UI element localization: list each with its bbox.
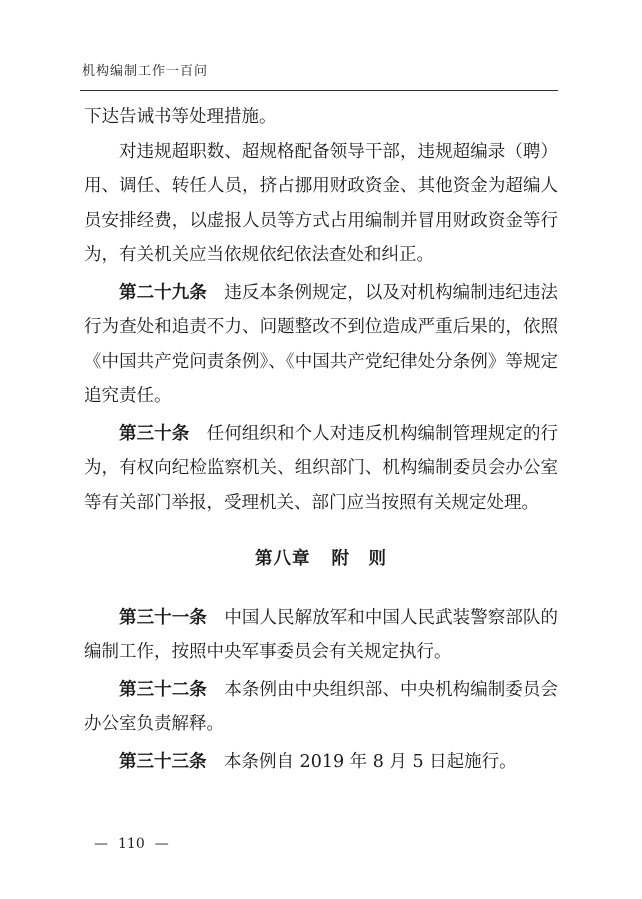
article-30: [84, 417, 558, 521]
header-rule: [80, 90, 558, 91]
page-number-dash-right: —: [154, 836, 169, 852]
article-30-label: 第三十条: [119, 423, 190, 444]
article-30-text: 任何组织和个人对违反机构编制管理规定的行为，有权向纪检监察机关、组织部门、机构编制委员会办公室等有关部门举报，受理机关、部门应当按照有关规定处理。: [84, 423, 559, 513]
page-number-dash-left: —: [94, 836, 108, 852]
article-29: [84, 276, 558, 414]
article-32: [84, 673, 558, 742]
article-33-label: 第三十三条: [119, 751, 207, 772]
chapter-heading: [84, 542, 558, 577]
running-title: 机构编制工作一百问: [82, 64, 209, 79]
article-29-text: 违反本条例规定，以及对机构编制违纪违法行为查处和追责不力、问题整改不到位造成严重后果的，依照《中国共产党问责条例》、《中国共产党纪律处分条例》等规定追究责任。: [84, 282, 559, 406]
page-number: [94, 836, 169, 852]
paragraph-continuation: 下达告诫书等处理措施。: [84, 107, 277, 127]
chapter-title: 附 则: [331, 549, 387, 569]
article-32-text: 本条例由中央组织部、中央机构编制委员会办公室负责解释。: [84, 679, 559, 734]
page-body: [84, 100, 558, 779]
paragraph-violations: 对违规超职数、超规格配备领导干部，违规超编录（聘）用、调任、转任人员，挤占挪用财政资金、其他资金为超编人员安排经费，以虚报人员等方式占用编制并冒用财政资金等行为，有关机关应当依规依纪依法查处和纠正。: [84, 141, 558, 265]
article-32-label: 第三十二条: [119, 679, 207, 700]
article-29-label: 第二十九条: [119, 282, 207, 303]
article-31: [84, 601, 558, 670]
page-number-value: 110: [118, 836, 145, 852]
chapter-number: 第八章: [255, 549, 311, 569]
article-33-text: 本条例自 2019 年 8 月 5 日起施行。: [224, 751, 517, 772]
article-31-label: 第三十一条: [119, 607, 207, 628]
article-31-text: 中国人民解放军和中国人民武装警察部队的编制工作，按照中央军事委员会有关规定执行。: [84, 607, 559, 662]
article-33: [84, 745, 558, 780]
